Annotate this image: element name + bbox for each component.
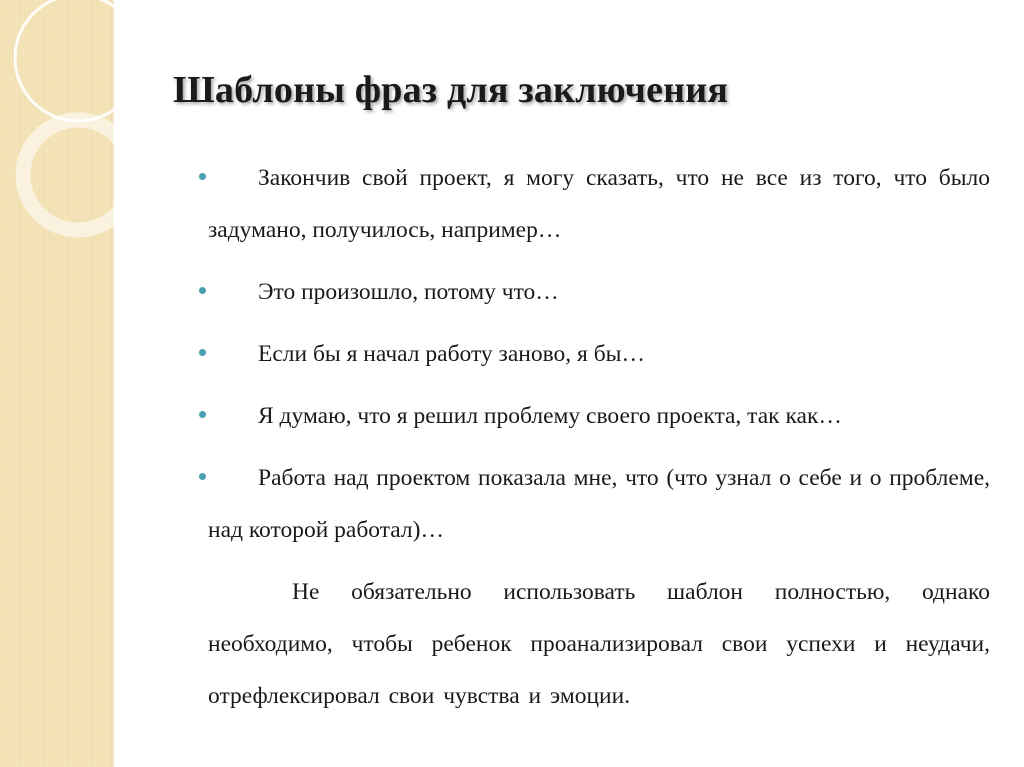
- conclusion-paragraph: Не обязательно использовать шаблон полностью, однако необходимо, чтобы ребенок проанализировал свои успехи и неудачи, отрефлексировал свои чувства и эмоции.: [208, 579, 990, 709]
- bullet-text: Я думаю, что я решил проблему своего проекта, так как…: [258, 403, 842, 429]
- bullet-text: Это произошло, потому что…: [258, 279, 559, 305]
- large-ring: [15, 0, 141, 121]
- bullet-dot-icon: [199, 349, 206, 356]
- bullet-text: Если бы я начал работу заново, я бы…: [258, 341, 645, 367]
- thick-ring: [23, 120, 133, 230]
- bullet-dot-icon: [199, 473, 206, 480]
- bullet-item: [208, 452, 990, 556]
- bullet-text: Работа над проектом показала мне, что (что узнал о себе и о проблеме, над которой работал)…: [208, 465, 990, 543]
- bullet-text: Закончив свой проект, я могу сказать, что не все из того, что было задумано, получилось, например…: [208, 165, 990, 243]
- bullet-item: [208, 152, 990, 256]
- bullet-item: [208, 390, 990, 442]
- bullet-item: [208, 328, 990, 380]
- bullet-item: [208, 266, 990, 318]
- bullet-dot-icon: [199, 173, 206, 180]
- decorative-rings-icon: [0, 0, 160, 260]
- bullet-dot-icon: [199, 287, 206, 294]
- bullet-dot-icon: [199, 411, 206, 418]
- slide-title: Шаблоны фраз для заключения: [173, 69, 729, 111]
- slide-content: [208, 152, 990, 722]
